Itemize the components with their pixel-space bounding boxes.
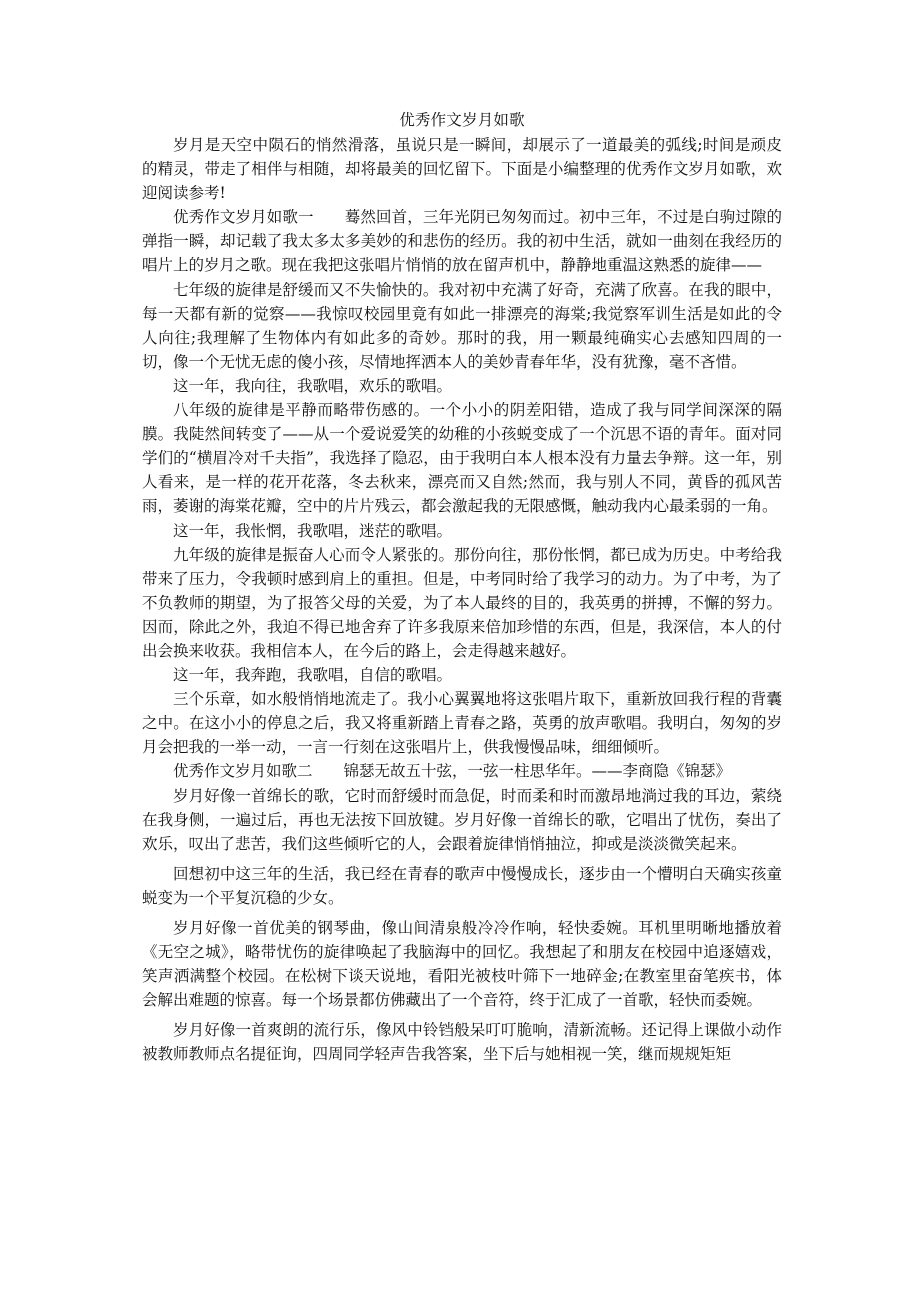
- paragraph-intro: 岁月是天空中陨石的悄然滑落，虽说只是一瞬间，却展示了一道最美的弧线;时间是顽皮的精灵，带走了相伴与相随，却将最美的回忆留下。下面是小编整理的优秀作文岁月如歌，欢迎阅读参考!: [142, 136, 782, 203]
- paragraph-essay-two-opening: 优秀作文岁月如歌二 锦瑟无故五十弦，一弦一柱思华年。——李商隐《锦瑟》: [173, 762, 732, 781]
- paragraph-grade-nine: 九年级的旋律是振奋人心而令人紧张的。那份向往，那份怅惘，都已成为历史。中考给我带来了压力，令我顿时感到肩上的重担。但是，中考同时给了我学习的动力。为了中考，为了不负教师的期望，为了报答父母的关爱，为了本人最终的目的，我英勇的拼搏，不懈的努力。因而，除此之外，我迫不得已地舍弃了许多我原来倍加珍惜的东西，但是，我深信，本人的付出会换来收获。我相信本人，在今后的路上，会走得越来越好。: [142, 545, 782, 660]
- paragraph-three-movements: 三个乐章，如水般悄悄地流走了。我小心翼翼地将这张唱片取下，重新放回我行程的背囊之中。在这小小的停息之后，我又将重新踏上青春之路，英勇的放声歌唱。我明白，匆匆的岁月会把我的一举一动，一言一行刻在这张唱片上，供我慢慢品味，细细倾听。: [142, 690, 782, 757]
- paragraph-grade-seven: 七年级的旋律是舒缓而又不失愉快的。我对初中充满了好奇，充满了欣喜。在我的眼中，每一天都有新的觉察——我惊叹校园里竟有如此一排漂亮的海棠;我觉察军训生活是如此的令人向往;我理解了生物体内有如此多的奇妙。那时的我，用一颗最纯确实心去感知四周的一切，像一个无忧无虑的傻小孩，尽情地挥洒本人的美妙青春年华，没有犹豫，毫不吝惜。: [142, 280, 782, 371]
- paragraph-refrain-two: 这一年，我怅惘，我歌唱，迷茫的歌唱。: [173, 521, 453, 540]
- paragraph-refrain-three: 这一年，我奔跑，我歌唱，自信的歌唱。: [173, 666, 453, 685]
- paragraph-grade-eight: 八年级的旋律是平静而略带伤感的。一个小小的阴差阳错，造成了我与同学间深深的隔膜。我陡然间转变了——从一个爱说爱笑的幼稚的小孩蜕变成了一个沉思不语的青年。面对同学们的“横眉冷对千夫指”，我选择了隐忍，由于我明白本人根本没有力量去争辩。这一年，别人看来，是一样的花开花落，冬去秋来，漂亮而又自然;然而，我与别人不同，黄昏的孤风苦雨，萎谢的海棠花瓣，空中的片片残云，都会激起我的无限感慨，触动我内心最柔弱的一角。: [142, 401, 782, 516]
- paragraph-piano-piece: 岁月好像一首优美的钢琴曲，像山间清泉般冷冷作响，轻快委婉。耳机里明晰地播放着《无空之城》，略带忧伤的旋律唤起了我脑海中的回忆。我想起了和朋友在校园中追逐嬉戏，笑声洒满整个校园。在松树下谈天说地，看阳光被枝叶筛下一地碎金;在教室里奋笔疾书，体会解出难题的惊喜。每一个场景都仿佛藏出了一个音符，终于汇成了一首歌，轻快而委婉。: [142, 919, 782, 1010]
- document-body: [142, 108, 782, 1067]
- document-title: 优秀作文岁月如歌: [399, 111, 525, 129]
- paragraph-recollection: 回想初中这三年的生活，我已经在青春的歌声中慢慢成长，逐步由一个懵明白天确实孩童蜕变为一个平复沉稳的少女。: [142, 864, 782, 907]
- paragraph-essay-one-opening: 优秀作文岁月如歌一 蓦然回首，三年光阴已匆匆而过。初中三年，不过是白驹过隙的弹指一瞬，却记载了我太多太多美妙的和悲伤的经历。我的初中生活，就如一曲刻在我经历的唱片上的岁月之歌。现在我把这张唱片悄悄的放在留声机中，静静地重温这熟悉的旋律——: [142, 208, 782, 275]
- paragraph-refrain-one: 这一年，我向往，我歌唱，欢乐的歌唱。: [173, 376, 453, 395]
- paragraph-long-song: 岁月好像一首绵长的歌，它时而舒缓时而急促，时而柔和时而激昂地淌过我的耳边，萦绕在我身侧，一遍过后，再也无法按下回放键。岁月好像一首绵长的歌，它唱出了忧伤，奏出了欢乐，叹出了悲苦，我们这些倾听它的人，会跟着旋律悄悄抽泣，抑或是淡淡微笑起来。: [142, 786, 782, 853]
- paragraph-pop-song: 岁月好像一首爽朗的流行乐，像风中铃铛般呆叮叮脆响，清新流畅。还记得上课做小动作被教师教师点名提征询，四周同学轻声告我答案，坐下后与她相视一笑，继而规规矩矩: [142, 1021, 782, 1064]
